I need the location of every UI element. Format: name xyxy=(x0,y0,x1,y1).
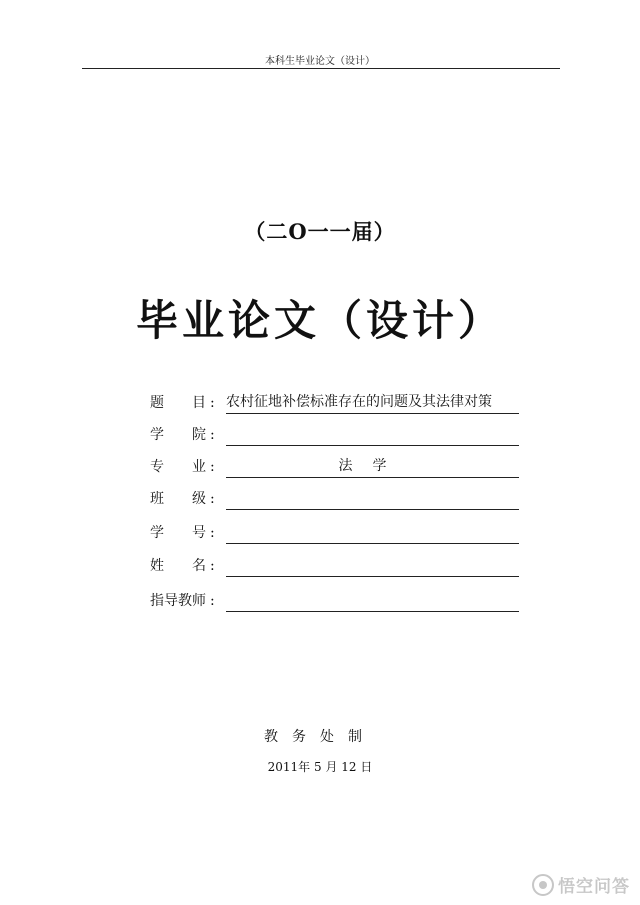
issuing-office: 教务处制 xyxy=(264,729,376,745)
form-label-college xyxy=(150,424,206,446)
issue-date: 2011年 5 月 12 日 xyxy=(267,760,373,774)
college-field[interactable] xyxy=(226,424,519,446)
label-colon: : xyxy=(210,525,215,541)
label-char: 题 xyxy=(150,395,164,411)
graduation-year: （二O一一届） xyxy=(244,219,396,244)
header-rule xyxy=(82,68,560,69)
label-char: 学 xyxy=(150,525,164,541)
student-id-field[interactable] xyxy=(226,522,519,544)
label-char: 名 xyxy=(192,558,206,574)
label-char: 号 xyxy=(192,525,206,541)
major-field[interactable]: 法学 xyxy=(226,456,519,478)
label-char: 业 xyxy=(192,459,206,475)
document-title: 毕业论文（设计） xyxy=(135,296,504,345)
label-colon: : xyxy=(210,491,215,507)
chat-bubble-icon xyxy=(532,874,554,896)
page-header-text: 本科生毕业论文（设计） xyxy=(265,56,375,67)
label-char: 班 xyxy=(150,491,164,507)
form-label-name xyxy=(150,555,206,577)
label-char: 师 xyxy=(192,593,206,609)
label-char: 姓 xyxy=(150,558,164,574)
label-char: 目 xyxy=(192,395,206,411)
label-char: 指 xyxy=(150,593,164,609)
form-label-topic xyxy=(150,392,206,414)
label-char: 专 xyxy=(150,459,164,475)
form-label-major xyxy=(150,456,206,478)
label-colon: : xyxy=(210,558,215,574)
topic-field[interactable]: 农村征地补偿标准存在的问题及其法律对策 xyxy=(226,392,519,414)
label-char: 导 xyxy=(164,593,178,609)
label-char: 级 xyxy=(192,491,206,507)
name-field[interactable] xyxy=(226,555,519,577)
class-field[interactable] xyxy=(226,488,519,510)
label-char: 教 xyxy=(178,593,192,609)
label-char: 学 xyxy=(150,427,164,443)
form-label-advisor xyxy=(150,590,210,612)
label-colon: : xyxy=(210,395,215,411)
form-label-class xyxy=(150,488,206,510)
watermark xyxy=(532,872,630,897)
form-label-student-id xyxy=(150,522,206,544)
label-colon: : xyxy=(210,427,215,443)
watermark-text: 悟空问答 xyxy=(558,877,630,897)
advisor-field[interactable] xyxy=(226,590,519,612)
label-colon: : xyxy=(210,459,215,475)
label-char: 院 xyxy=(192,427,206,443)
label-colon: : xyxy=(210,593,215,609)
